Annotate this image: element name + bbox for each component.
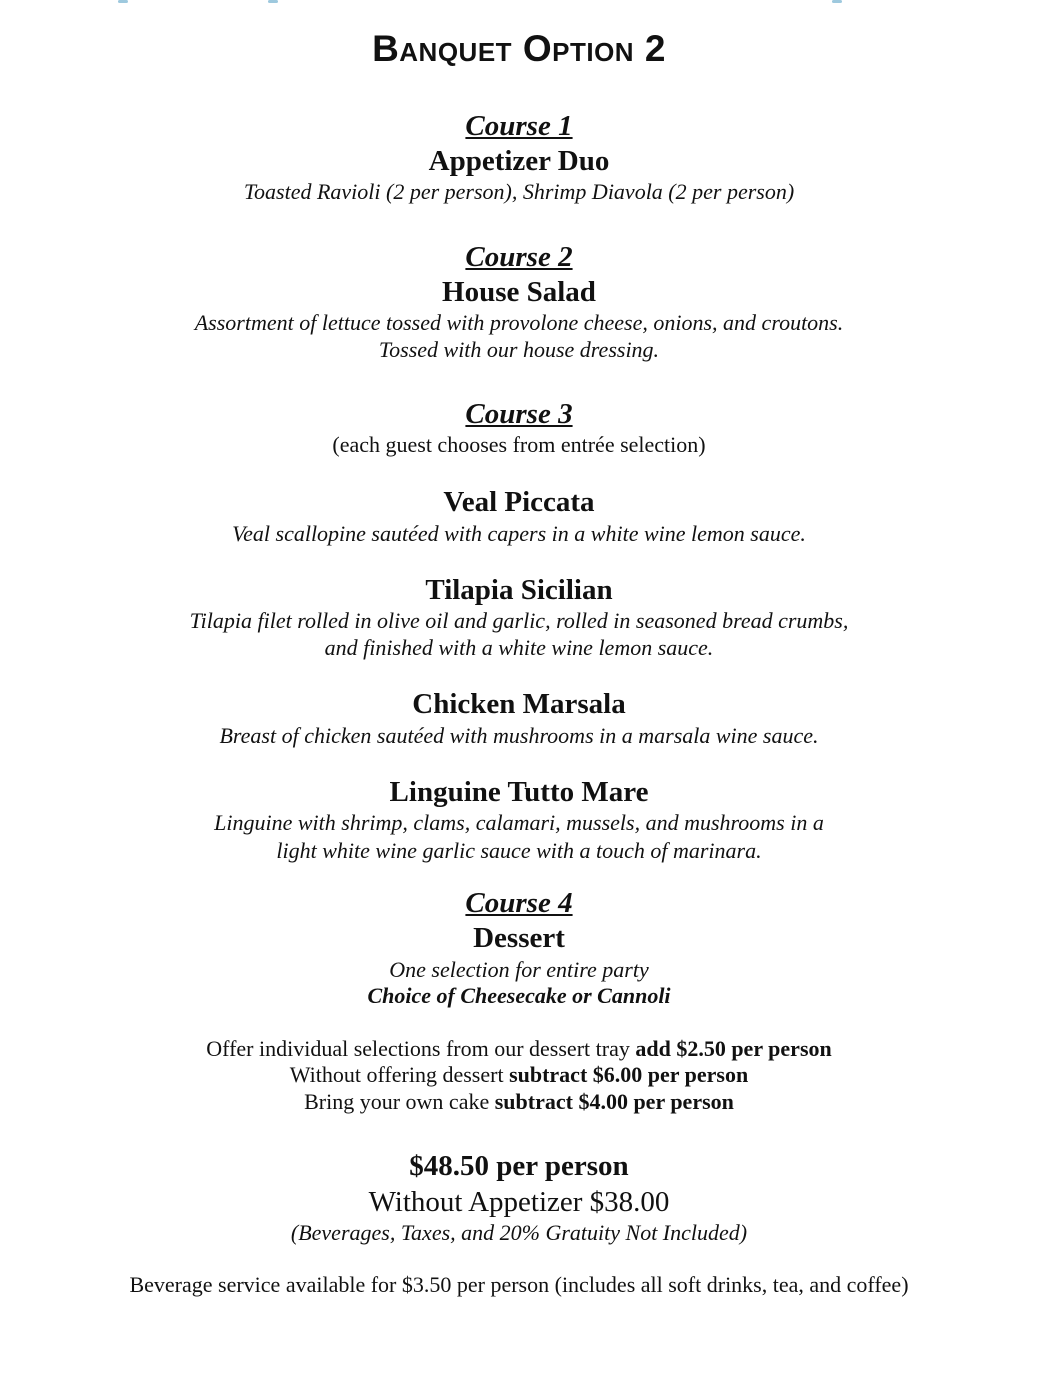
course-4-heading: Course 4 — [465, 887, 573, 919]
course-3-heading: Course 3 — [465, 398, 573, 430]
course-2-description-line2: Tossed with our house dressing. — [378, 337, 660, 362]
entree-description-line1: Veal scallopine sautéed with capers in a white wine lemon sauce. — [232, 521, 806, 546]
entree-description-line2: and finished with a white wine lemon sauce. — [324, 635, 714, 660]
entree-name: Linguine Tutto Mare — [389, 776, 649, 808]
entree-description-line1: Breast of chicken sautéed with mushrooms in a marsala wine sauce. — [219, 723, 819, 748]
entree-description-line1: Linguine with shrimp, clams, calamari, mussels, and mushrooms in a — [214, 810, 824, 835]
package-price: $48.50 per person — [409, 1150, 629, 1182]
dessert-option-text: Bring your own cake — [304, 1089, 495, 1114]
top-edge-marks — [0, 0, 1038, 6]
package-price-without-appetizer: Without Appetizer $38.00 — [368, 1186, 670, 1218]
entree-description-line1: Tilapia filet rolled in olive oil and garlic, rolled in seasoned bread crumbs, — [189, 608, 849, 633]
entree-name: Tilapia Sicilian — [425, 574, 613, 606]
dessert-option — [0, 1062, 1038, 1088]
course-4-description-line1: One selection for entire party — [389, 957, 649, 982]
dessert-option-text: Offer individual selections from our dessert tray — [206, 1036, 636, 1061]
dessert-option-price: add $2.50 per person — [635, 1036, 832, 1061]
edge-mark — [118, 0, 128, 3]
course-1-description: Toasted Ravioli (2 per person), Shrimp Diavola (2 per person) — [243, 179, 795, 204]
course-2-heading: Course 2 — [465, 241, 573, 273]
entree-name: Chicken Marsala — [412, 688, 626, 720]
edge-mark — [268, 0, 278, 3]
course-4-description-line2: Choice of Cheesecake or Cannoli — [367, 983, 671, 1008]
dessert-option-text: Without offering dessert — [289, 1062, 510, 1087]
beverage-note: Beverage service available for $3.50 per person (includes all soft drinks, tea, and coffee) — [129, 1272, 909, 1297]
edge-mark — [832, 0, 842, 3]
entree-description-line2: light white wine garlic sauce with a touch of marinara. — [276, 838, 762, 863]
course-2-dish: House Salad — [442, 276, 596, 308]
pricing-note: (Beverages, Taxes, and 20% Gratuity Not Included) — [290, 1220, 748, 1245]
course-1-dish: Appetizer Duo — [428, 145, 610, 177]
course-1-heading: Course 1 — [465, 110, 573, 142]
dessert-option — [0, 1036, 1038, 1062]
dessert-option — [0, 1089, 1038, 1115]
entree-name: Veal Piccata — [443, 486, 595, 518]
dessert-option-price: subtract $6.00 per person — [509, 1062, 749, 1087]
page-title: Banquet Option 2 — [372, 28, 666, 69]
dessert-option-price: subtract $4.00 per person — [494, 1089, 734, 1114]
course-4-dish: Dessert — [473, 922, 565, 954]
course-3-note: (each guest chooses from entrée selection) — [332, 432, 706, 457]
course-2-description-line1: Assortment of lettuce tossed with provolone cheese, onions, and croutons. — [194, 310, 844, 335]
